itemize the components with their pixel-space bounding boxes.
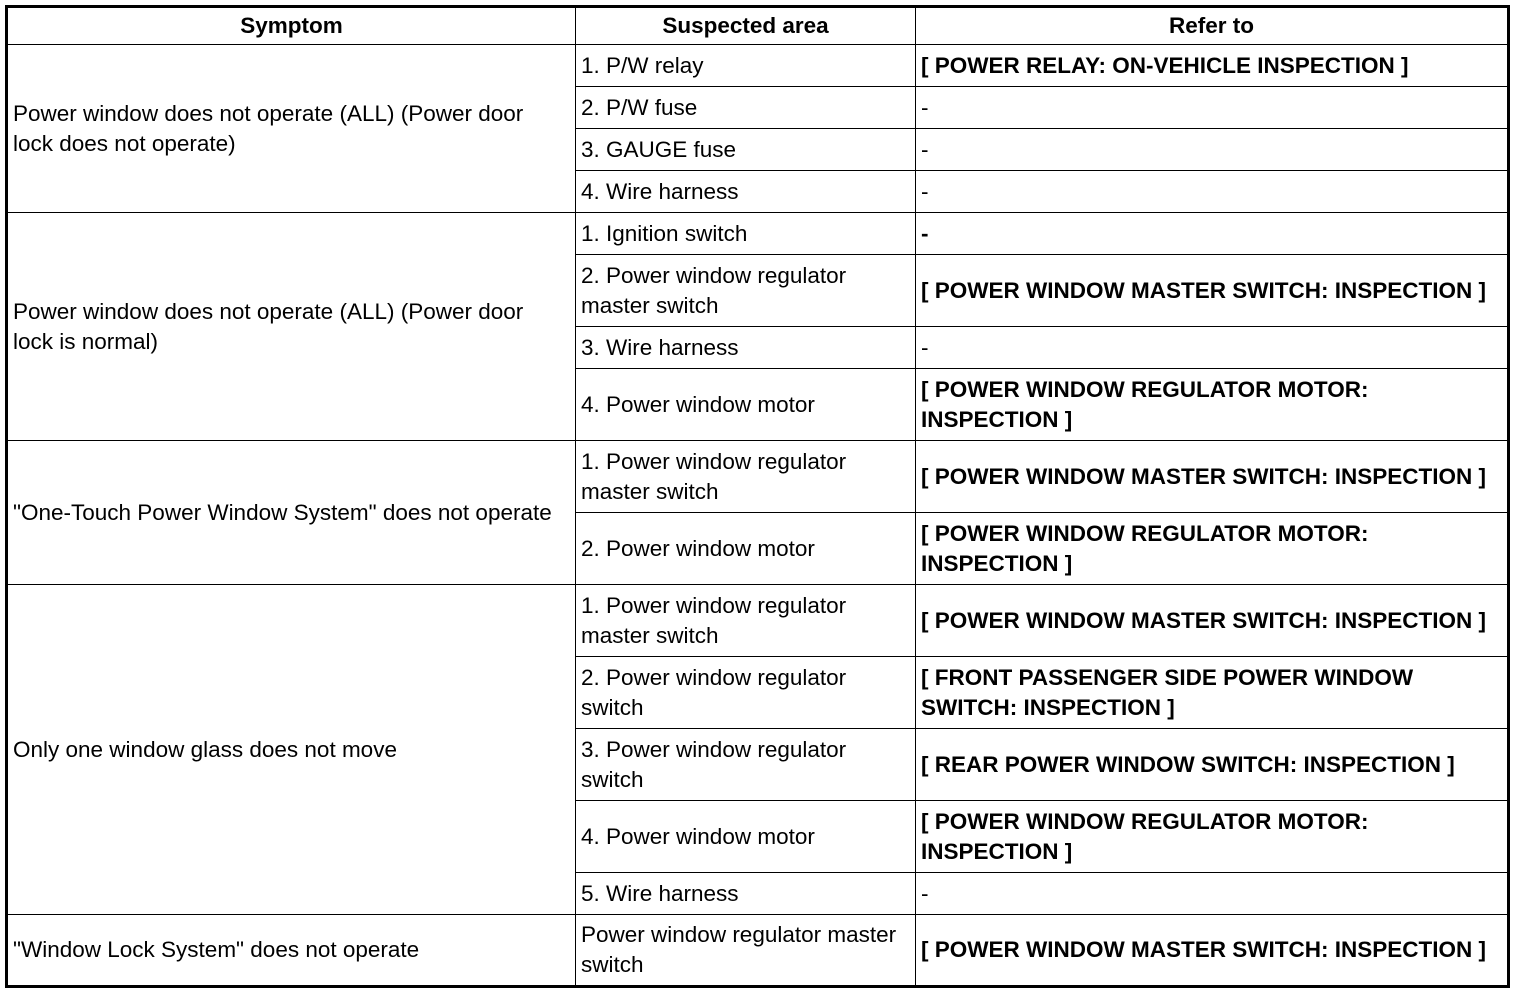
refer-to-link[interactable]: [ POWER WINDOW MASTER SWITCH: INSPECTION ]	[916, 441, 1509, 513]
symptom-cell: Power window does not operate (ALL) (Power door lock does not operate)	[7, 45, 576, 213]
suspected-area-cell: 3. Wire harness	[576, 327, 916, 369]
refer-to-link[interactable]: [ REAR POWER WINDOW SWITCH: INSPECTION ]	[916, 729, 1509, 801]
suspected-area-cell: 5. Wire harness	[576, 873, 916, 915]
suspected-area-cell: 2. Power window regulator master switch	[576, 255, 916, 327]
suspected-area-cell: 1. Ignition switch	[576, 213, 916, 255]
refer-to-link[interactable]: [ POWER WINDOW REGULATOR MOTOR: INSPECTION ]	[916, 369, 1509, 441]
suspected-area-cell: 3. Power window regulator switch	[576, 729, 916, 801]
header-row	[7, 7, 1509, 45]
suspected-area-cell: 2. P/W fuse	[576, 87, 916, 129]
refer-to-cell: -	[916, 129, 1509, 171]
symptom-cell: Only one window glass does not move	[7, 585, 576, 915]
table-row	[7, 213, 1509, 255]
table-row	[7, 45, 1509, 87]
header-suspected-area: Suspected area	[576, 7, 916, 45]
suspected-area-cell: 4. Power window motor	[576, 801, 916, 873]
refer-to-cell: -	[916, 873, 1509, 915]
header-refer-to: Refer to	[916, 7, 1509, 45]
symptom-cell: "Window Lock System" does not operate	[7, 915, 576, 987]
refer-to-link[interactable]: [ FRONT PASSENGER SIDE POWER WINDOW SWITCH: INSPECTION ]	[916, 657, 1509, 729]
suspected-area-cell: 2. Power window regulator switch	[576, 657, 916, 729]
refer-to-cell: -	[916, 327, 1509, 369]
header-symptom: Symptom	[7, 7, 576, 45]
suspected-area-cell: 1. Power window regulator master switch	[576, 441, 916, 513]
refer-to-cell: -	[916, 87, 1509, 129]
suspected-area-cell: 4. Wire harness	[576, 171, 916, 213]
diagnostic-table	[5, 5, 1510, 988]
suspected-area-cell: 3. GAUGE fuse	[576, 129, 916, 171]
suspected-area-cell: 1. Power window regulator master switch	[576, 585, 916, 657]
refer-to-link[interactable]: [ POWER RELAY: ON-VEHICLE INSPECTION ]	[916, 45, 1509, 87]
suspected-area-cell: 2. Power window motor	[576, 513, 916, 585]
suspected-area-cell: 4. Power window motor	[576, 369, 916, 441]
refer-to-link[interactable]: [ POWER WINDOW REGULATOR MOTOR: INSPECTION ]	[916, 513, 1509, 585]
symptom-cell: "One-Touch Power Window System" does not operate	[7, 441, 576, 585]
refer-to-link[interactable]: [ POWER WINDOW MASTER SWITCH: INSPECTION ]	[916, 585, 1509, 657]
refer-to-link[interactable]: [ POWER WINDOW MASTER SWITCH: INSPECTION ]	[916, 255, 1509, 327]
symptom-cell: Power window does not operate (ALL) (Power door lock is normal)	[7, 213, 576, 441]
refer-to-cell: -	[916, 213, 1509, 255]
suspected-area-cell: Power window regulator master switch	[576, 915, 916, 987]
refer-to-link[interactable]: [ POWER WINDOW REGULATOR MOTOR: INSPECTION ]	[916, 801, 1509, 873]
suspected-area-cell: 1. P/W relay	[576, 45, 916, 87]
refer-to-cell: -	[916, 171, 1509, 213]
table-row	[7, 915, 1509, 987]
table-row	[7, 441, 1509, 513]
refer-to-link[interactable]: [ POWER WINDOW MASTER SWITCH: INSPECTION ]	[916, 915, 1509, 987]
table-row	[7, 585, 1509, 657]
